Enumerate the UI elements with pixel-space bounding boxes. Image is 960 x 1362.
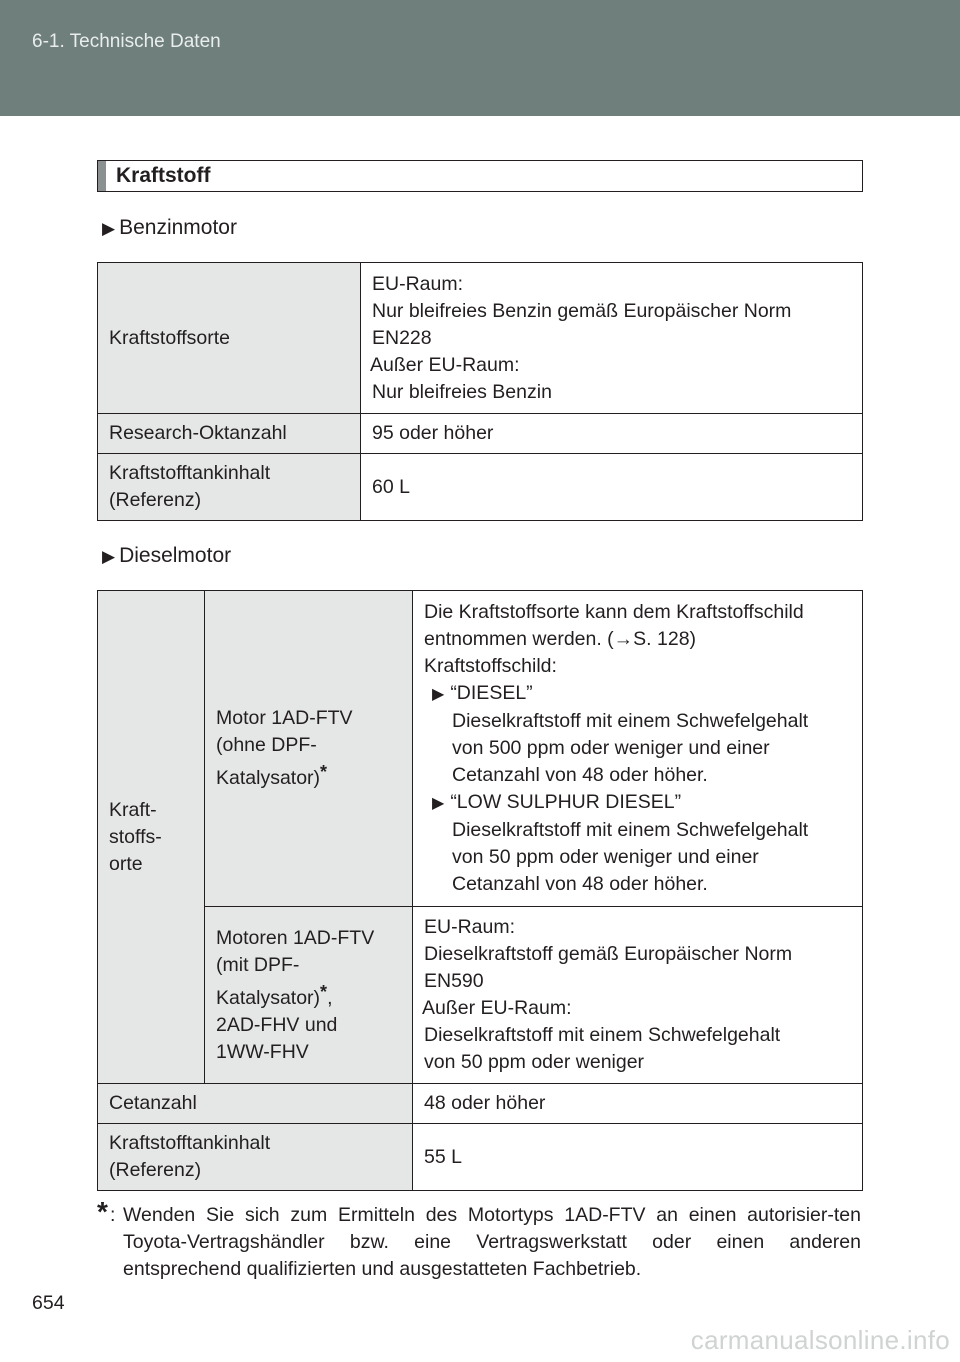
text-line: Dieselkraftstoff mit einem Schwefelgehalt [424, 1024, 781, 1046]
text-line: Kraftstoffschild: [424, 655, 557, 677]
text-line: Katalysator)*, [216, 981, 333, 1009]
table-row [98, 263, 863, 414]
petrol-fuel-type-label: Kraftstoffsorte [98, 263, 361, 414]
text-line: (mit DPF- [216, 953, 300, 976]
text-line: Außer EU-Raum: [370, 353, 520, 376]
section-title: Kraftstoff [116, 164, 211, 187]
bullet-title: “LOW SULPHUR DIESEL” [450, 791, 682, 813]
watermark: carmanualsonline.info [690, 1325, 950, 1355]
petrol-tank-value: 60 L [361, 454, 863, 521]
engine1-catalyst-text: Katalysator) [216, 767, 321, 789]
diesel-table [97, 590, 863, 1191]
text-line: stoffs- [109, 825, 162, 848]
footnote-mark: * [320, 981, 328, 1002]
petrol-table [97, 262, 863, 521]
text-line: Dieselkraftstoff mit einem Schwefelgehalt [452, 819, 809, 841]
petrol-heading [102, 216, 237, 240]
engine1-spec [413, 591, 863, 907]
table-row [98, 454, 863, 521]
triangle-bullet-icon: ▶ [432, 686, 445, 703]
text-line: orte [109, 852, 143, 875]
table-row [98, 1084, 863, 1124]
text-line: Die Kraftstoffsorte kann dem Kraftstoffschild [424, 601, 804, 623]
engine2-spec [413, 907, 863, 1084]
text-line: EU-Raum: [372, 272, 464, 295]
text-line: Cetanzahl von 48 oder höher. [452, 764, 708, 786]
section-heading-box [97, 160, 863, 192]
table-row [98, 1124, 863, 1191]
text-line: von 50 ppm oder weniger und einer [452, 846, 759, 868]
text-line: Motoren 1AD-FTV [216, 926, 375, 949]
bullet-title: “DIESEL” [450, 682, 533, 704]
octane-value: 95 oder höher [361, 414, 863, 454]
text-line: EN590 [424, 970, 484, 992]
footnote-text: Wenden Sie sich zum Ermitteln des Motortyps 1AD-FTV an einen autorisier-ten Toyota-Vertragshändler bzw. eine Vertragswerkstatt oder einen anderen entsprechend qualifizierten und ausgestatteten Fachbetrieb. [123, 1204, 861, 1280]
page-header [0, 0, 960, 116]
text-line: EN228 [372, 326, 432, 349]
engine2-catalyst-text: Katalysator) [216, 986, 321, 1009]
chapter-title: 6-1. Technische Daten [32, 31, 221, 52]
petrol-fuel-type-value [361, 263, 863, 414]
petrol-tank-label [98, 454, 361, 521]
footnote-asterisk: * [97, 1196, 108, 1227]
diesel-tank-value: 55 L [413, 1124, 863, 1191]
text-line: EU-Raum: [424, 916, 516, 938]
text-line: Kraft- [109, 798, 157, 821]
bullet-low-sulphur [424, 789, 851, 817]
octane-label: Research-Oktanzahl [98, 414, 361, 454]
footnote-colon: : [110, 1204, 116, 1226]
text-line: Nur bleifreies Benzin [372, 380, 552, 403]
cetane-label: Cetanzahl [98, 1084, 413, 1124]
footnote [97, 1196, 861, 1283]
text-line: 2AD-FHV und [216, 1013, 338, 1036]
text-line: Dieselkraftstoff mit einem Schwefelgehalt [452, 710, 809, 732]
text-line: Kraftstofftankinhalt [109, 1132, 271, 1154]
text-line: 1WW-FHV [216, 1040, 309, 1063]
petrol-heading-text: Benzinmotor [119, 216, 237, 239]
diesel-fuel-type-label [98, 591, 205, 1084]
text-line: Kraftstofftankinhalt [109, 462, 271, 484]
engine1-cell [205, 591, 413, 907]
text-line: (Referenz) [109, 489, 202, 511]
table-row [98, 907, 863, 1084]
text-line: Cetanzahl von 48 oder höher. [452, 873, 708, 895]
text-line [216, 759, 401, 792]
footnote-mark: * [320, 762, 328, 782]
cetane-value: 48 oder höher [413, 1084, 863, 1124]
triangle-bullet-icon: ▶ [102, 219, 116, 238]
text-line: Außer EU-Raum: [422, 997, 572, 1019]
engine2-cell [205, 907, 413, 1084]
text-line: Nur bleifreies Benzin gemäß Europäischer Norm [372, 299, 792, 322]
text-line: Dieselkraftstoff gemäß Europäischer Norm [424, 943, 793, 965]
text-line: von 500 ppm oder weniger und einer [452, 737, 770, 759]
diesel-tank-label [98, 1124, 413, 1191]
section-heading-bar [98, 161, 106, 191]
table-row [98, 414, 863, 454]
text-line: (Referenz) [109, 1159, 202, 1181]
text-line: entnommen werden. (→S. 128) [424, 628, 697, 650]
text-line: (ohne DPF- [216, 734, 317, 756]
bullet-diesel [424, 680, 851, 708]
page-number: 654 [32, 1292, 65, 1314]
diesel-heading [102, 544, 231, 568]
diesel-heading-text: Dieselmotor [119, 544, 232, 567]
triangle-bullet-icon: ▶ [102, 547, 116, 566]
table-row [98, 591, 863, 907]
triangle-bullet-icon: ▶ [432, 795, 445, 812]
text-line: von 50 ppm oder weniger [424, 1051, 645, 1073]
text-line: Motor 1AD-FTV [216, 707, 353, 729]
